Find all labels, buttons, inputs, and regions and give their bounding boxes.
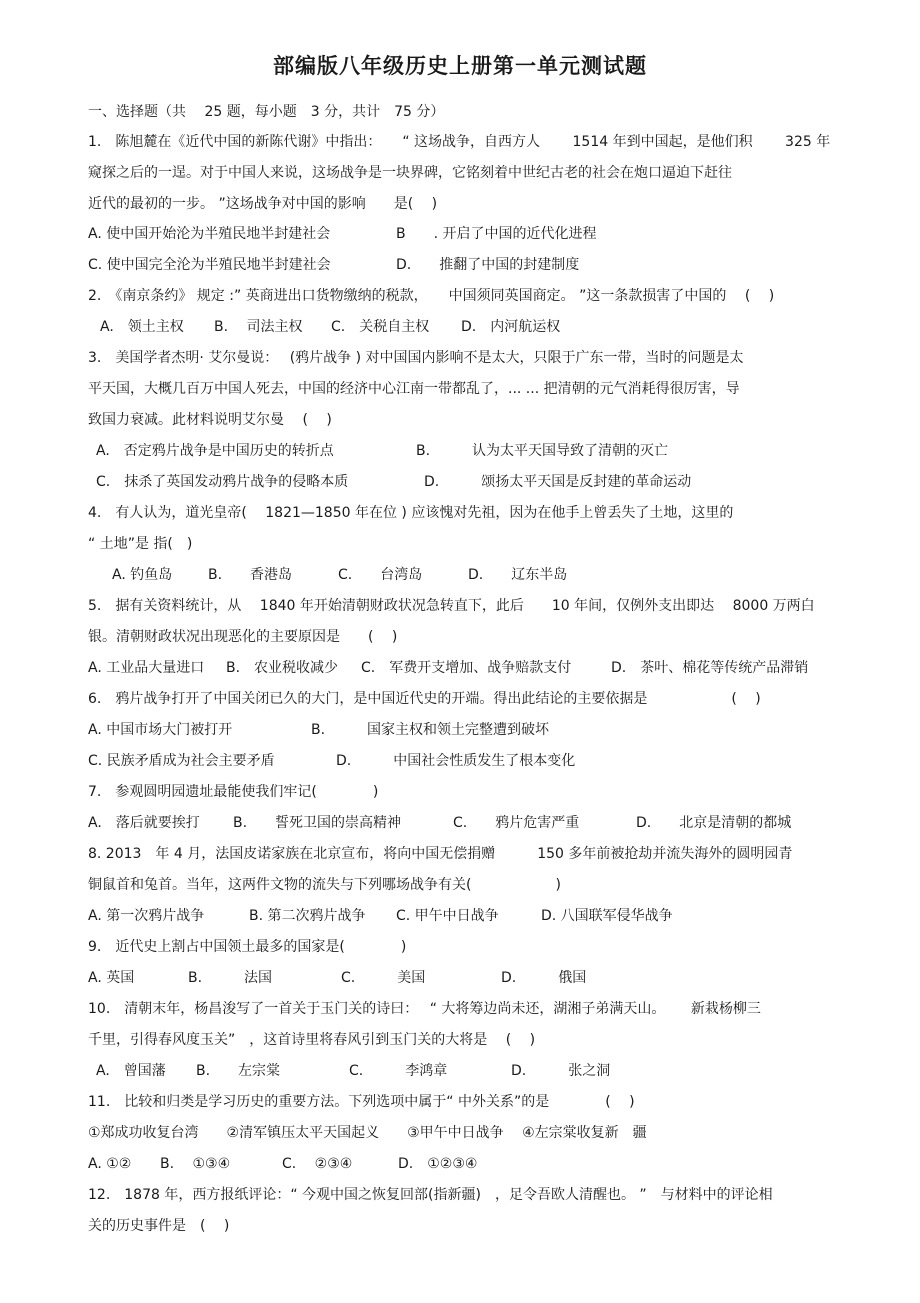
question-4-stem-line-1: 4. 有人认为，道光皇帝( 1821—1850 年在位 ) 应该愧对先祖，因为在他手上曾丢失了土地，这里的 [88,505,734,521]
question-4-option-a: A. 钓鱼岛 [112,567,173,583]
question-9-option-d: D. 俄国 [501,970,587,986]
question-11-option-c: C. ②③④ [282,1156,353,1172]
question-4-option-b: B. 香港岛 [208,567,293,583]
question-7-option-c: C. 鸦片危害严重 [453,815,580,831]
question-5-stem-line-1: 5. 据有关资料统计，从 1840 年开始清朝财政状况急转直下，此后 10 年间，仅例外支出即达 8000 万两白 [88,598,815,614]
question-11-option-d: D. ①②③④ [398,1156,478,1172]
section-heading: 一、选择题（共 25 题，每小题 3 分，共计 75 分） [88,104,445,120]
question-9-option-c: C. 美国 [341,970,426,986]
question-1-option-c: C. 使中国完全沦为半殖民地半封建社会 [88,257,331,273]
question-8-option-a: A. 第一次鸦片战争 [88,908,205,924]
question-9-option-b: B. 法国 [188,970,273,986]
question-2-option-d: D. 内河航运权 [461,319,561,335]
question-1-stem-line-3: 近代的最初的一步。 ”这场战争对中国的影响 是( ) [88,196,438,212]
question-2-option-c: C. 关税自主权 [331,319,430,335]
question-1-option-b: B . 开启了中国的近代化进程 [396,226,597,242]
question-1-option-a: A. 使中国开始沦为半殖民地半封建社会 [88,226,331,242]
question-10-option-a: A. 曾国藩 [96,1063,166,1079]
question-4-option-d: D. 辽东半岛 [468,567,568,583]
question-6-option-b: B. 国家主权和领土完整遭到破坏 [311,722,550,738]
question-2-option-b: B. 司法主权 [214,319,303,335]
question-2-option-a: A. 领土主权 [100,319,184,335]
question-8-option-b: B. 第二次鸦片战争 [249,908,366,924]
question-6-stem-line-1: 6. 鸦片战争打开了中国关闭已久的大门，是中国近代史的开端。得出此结论的主要依据是 ( ) [88,691,761,707]
question-1-option-d: D. 推翻了中国的封建制度 [396,257,580,273]
question-10-option-d: D. 张之洞 [511,1063,611,1079]
question-3-option-a: A. 否定鸦片战争是中国历史的转折点 [96,443,334,459]
question-11-option-a: A. ①② [88,1156,132,1172]
question-12-stem-line-1: 12. 1878 年，西方报纸评论：“ 今观中国之恢复回部(指新疆) ，足令吾欧人清醒也。 ” 与材料中的评论相 [88,1187,773,1203]
question-8-option-c: C. 甲午中日战争 [396,908,499,924]
question-7-option-a: A. 落后就要挨打 [88,815,200,831]
question-5-option-c: C. 军费开支增加、战争赔款支付 [361,660,572,676]
question-3-stem-line-3: 致国力衰减。此材料说明艾尔曼 ( ) [88,412,332,428]
question-3-option-d: D. 颂扬太平天国是反封建的革命运动 [424,474,692,490]
question-8-option-d: D. 八国联军侵华战争 [541,908,673,924]
question-9-option-a: A. 英国 [88,970,135,986]
question-6-option-a: A. 中国市场大门被打开 [88,722,233,738]
question-5-option-b: B. 农业税收减少 [226,660,339,676]
question-5-option-a: A. 工业品大量进口 [88,660,205,676]
question-1-stem-line-1: 1. 陈旭麓在《近代中国的新陈代谢》中指出： “ 这场战争，自西方人 1514 年到中国起，是他们积 325 年 [88,134,831,150]
question-8-stem-line-1: 8. 2013 年 4 月，法国皮诺家族在北京宣布，将向中国无偿捐赠 150 多年前被抢劫并流失海外的圆明园青 [88,846,793,862]
page-title: 部编版八年级历史上册第一单元测试题 [273,54,647,78]
question-10-stem-line-2: 千里，引得春风度玉关” ，这首诗里将春风引到玉门关的大将是 ( ) [88,1032,536,1048]
question-11-stem-line-2: ①郑成功收复台湾 ②清军镇压太平天国起义 ③甲午中日战争 ④左宗棠收复新 疆 [88,1125,647,1141]
question-10-option-c: C. 李鸿章 [349,1063,448,1079]
question-12-stem-line-2: 关的历史事件是 ( ) [88,1218,230,1234]
question-3-stem-line-1: 3. 美国学者杰明· 艾尔曼说： (鸦片战争 ) 对中国国内影响不是太大，只限于广东一带，当时的问题是太 [88,350,744,366]
question-9-stem-line-1: 9. 近代史上割占中国领土最多的国家是( ) [88,939,407,955]
question-6-option-d: D. 中国社会性质发生了根本变化 [336,753,576,769]
question-8-stem-line-2: 铜鼠首和兔首。当年，这两件文物的流失与下列哪场战争有关( ) [88,877,561,893]
question-7-stem-line-1: 7. 参观圆明园遗址最能使我们牢记( ) [88,784,379,800]
question-3-stem-line-2: 平天国，大概几百万中国人死去，中国的经济中心江南一带都乱了，... ... 把清朝的元气消耗得很厉害，导 [88,381,740,397]
question-4-stem-line-2: “ 土地”是 指( ) [88,536,193,552]
question-3-option-b: B. 认为太平天国导致了清朝的灭亡 [416,443,669,459]
question-5-option-d: D. 茶叶、棉花等传统产品滞销 [611,660,809,676]
question-10-stem-line-1: 10. 清朝末年，杨昌浚写了一首关于玉门关的诗曰： “ 大将筹边尚未还，湖湘子弟满天山。 新栽杨柳三 [88,1001,761,1017]
question-7-option-b: B. 誓死卫国的崇高精神 [233,815,402,831]
question-5-stem-line-2: 银。清朝财政状况出现恶化的主要原因是 ( ) [88,629,398,645]
question-2-stem-line-1: 2. 《南京条约》 规定 :” 英商进出口货物缴纳的税款， 中国须同英国商定。 ”这一条款损害了中国的 ( ) [88,288,775,304]
question-6-option-c: C. 民族矛盾成为社会主要矛盾 [88,753,275,769]
question-4-option-c: C. 台湾岛 [338,567,423,583]
question-11-option-b: B. ①③④ [160,1156,231,1172]
question-11-stem-line-1: 11. 比较和归类是学习历史的重要方法。下列选项中属于“ 中外关系”的是 ( ) [88,1094,635,1110]
question-10-option-b: B. 左宗棠 [196,1063,281,1079]
question-1-stem-line-2: 窥探之后的一逞。对于中国人来说，这场战争是一块界碑，它铭刻着中世纪古老的社会在炮口逼迫下赶往 [88,165,732,181]
question-3-option-c: C. 抹杀了英国发动鸦片战争的侵略本质 [96,474,349,490]
question-7-option-d: D. 北京是清朝的都城 [636,815,792,831]
